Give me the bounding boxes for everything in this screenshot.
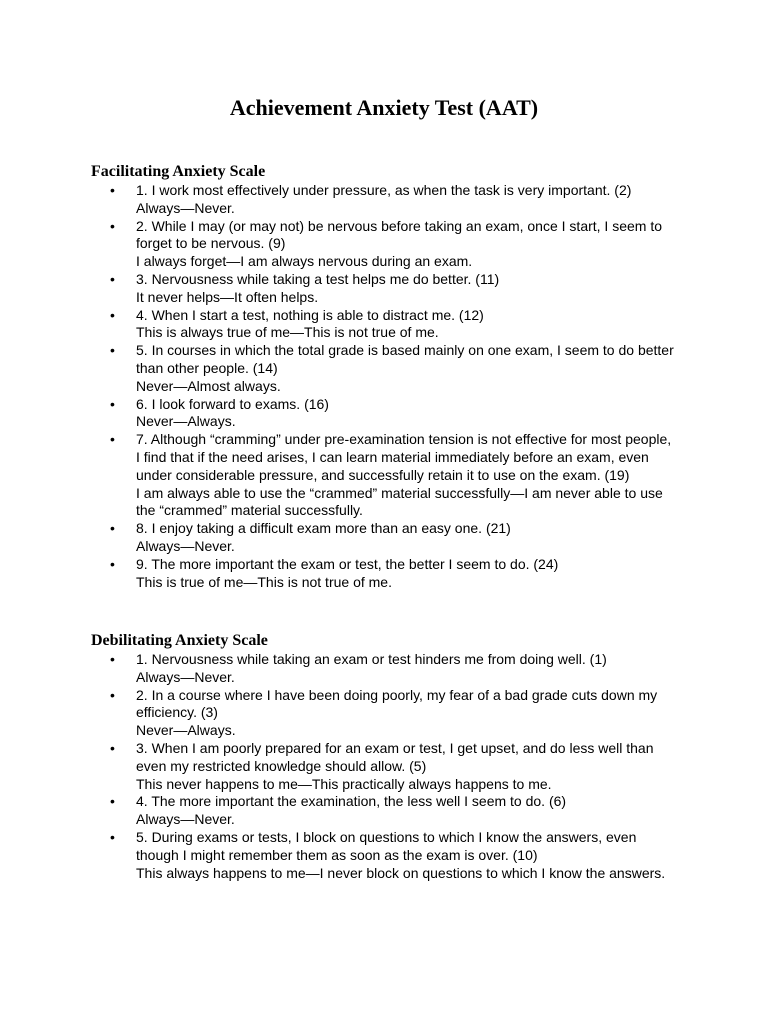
list-item: [0, 271, 676, 307]
bullet-icon: •: [110, 306, 115, 323]
item-question: 2. While I may (or may not) be nervous before taking an exam, once I start, I seem to forget to be nervous. (9): [136, 217, 663, 252]
item-scale: Always—Never.: [136, 537, 235, 554]
list-item: [0, 793, 676, 829]
item-question: 1. I work most effectively under pressure, as when the task is very important. (2): [136, 182, 632, 198]
section-heading: Facilitating Anxiety Scale: [91, 163, 266, 180]
item-scale: This is always true of me—This is not true of me.: [136, 324, 439, 341]
item-scale: Never—Always.: [136, 722, 236, 739]
bullet-icon: •: [110, 520, 115, 537]
item-question: 3. When I am poorly prepared for an exam or test, I get upset, and do less well than even my restricted knowledge should allow. (5): [136, 739, 654, 774]
item-question: 5. In courses in which the total grade is based mainly on one exam, I seem to do better than other people. (14): [136, 342, 674, 376]
item-scale: I am always able to use the “crammed” material successfully—I am never able to use the “crammed” material successfully.: [136, 484, 663, 519]
bullet-icon: •: [110, 431, 115, 448]
item-scale: This never happens to me—This practically always happens to me.: [136, 775, 552, 792]
bullet-icon: •: [110, 182, 115, 198]
item-question: 1. Nervousness while taking an exam or test hinders me from doing well. (1): [136, 651, 607, 667]
list-item: [0, 651, 676, 687]
list-item: [0, 687, 676, 740]
page-title: Achievement Anxiety Test (AAT): [229, 95, 539, 120]
bullet-icon: •: [110, 555, 115, 572]
item-scale: Always—Never.: [136, 199, 235, 216]
item-list: [0, 182, 768, 591]
item-scale: This is true of me—This is not true of me.: [136, 573, 392, 590]
item-question: 9. The more important the exam or test, the better I seem to do. (24): [136, 555, 559, 572]
list-item: [0, 431, 676, 520]
item-question: 5. During exams or tests, I block on questions to which I know the answers, even though I might remember them as soon as the exam is over. (10): [136, 828, 637, 863]
list-item: [0, 396, 676, 432]
bullet-icon: •: [110, 342, 115, 359]
bullet-icon: •: [110, 828, 115, 845]
item-question: 4. The more important the examination, the less well I seem to do. (6): [136, 793, 567, 810]
list-item: [0, 218, 676, 271]
section-heading: Debilitating Anxiety Scale: [91, 632, 268, 649]
bullet-icon: •: [110, 686, 115, 703]
item-scale: I always forget—I am always nervous during an exam.: [136, 253, 473, 270]
bullet-icon: •: [110, 651, 115, 667]
list-item: [0, 829, 676, 882]
item-scale: Never—Always.: [136, 413, 236, 430]
bullet-icon: •: [110, 793, 115, 810]
item-question: 3. Nervousness while taking a test helps me do better. (11): [136, 270, 500, 287]
item-question: 4. When I start a test, nothing is able to distract me. (12): [136, 306, 484, 323]
item-list: [0, 651, 768, 882]
list-item: [0, 740, 676, 793]
bullet-icon: •: [110, 395, 115, 412]
list-item: [0, 342, 676, 395]
list-item: [0, 182, 676, 218]
item-question: 8. I enjoy taking a difficult exam more than an easy one. (21): [136, 520, 511, 537]
bullet-icon: •: [110, 739, 115, 756]
bullet-icon: •: [110, 217, 115, 234]
item-scale: Always—Never.: [136, 811, 235, 828]
item-scale: Never—Almost always.: [136, 377, 281, 394]
item-question: 7. Although “cramming” under pre-examination tension is not effective for most people, I find that if the need arises, I can learn material immediately before an exam, even under considerable pressure, and successfully retain it to use on the exam. (19): [136, 431, 672, 483]
list-item: [0, 307, 676, 343]
item-question: 2. In a course where I have been doing poorly, my fear of a bad grade cuts down my efficiency. (3): [136, 686, 658, 721]
item-scale: It never helps—It often helps.: [136, 288, 319, 305]
facilitating-anxiety-section: [0, 163, 768, 591]
list-item: [0, 520, 676, 556]
item-question: 6. I look forward to exams. (16): [136, 395, 329, 412]
item-scale: Always—Never.: [136, 668, 235, 685]
list-item: [0, 556, 676, 592]
debilitating-anxiety-section: [0, 632, 768, 882]
item-scale: This always happens to me—I never block on questions to which I know the answers.: [136, 864, 666, 881]
bullet-icon: •: [110, 270, 115, 287]
